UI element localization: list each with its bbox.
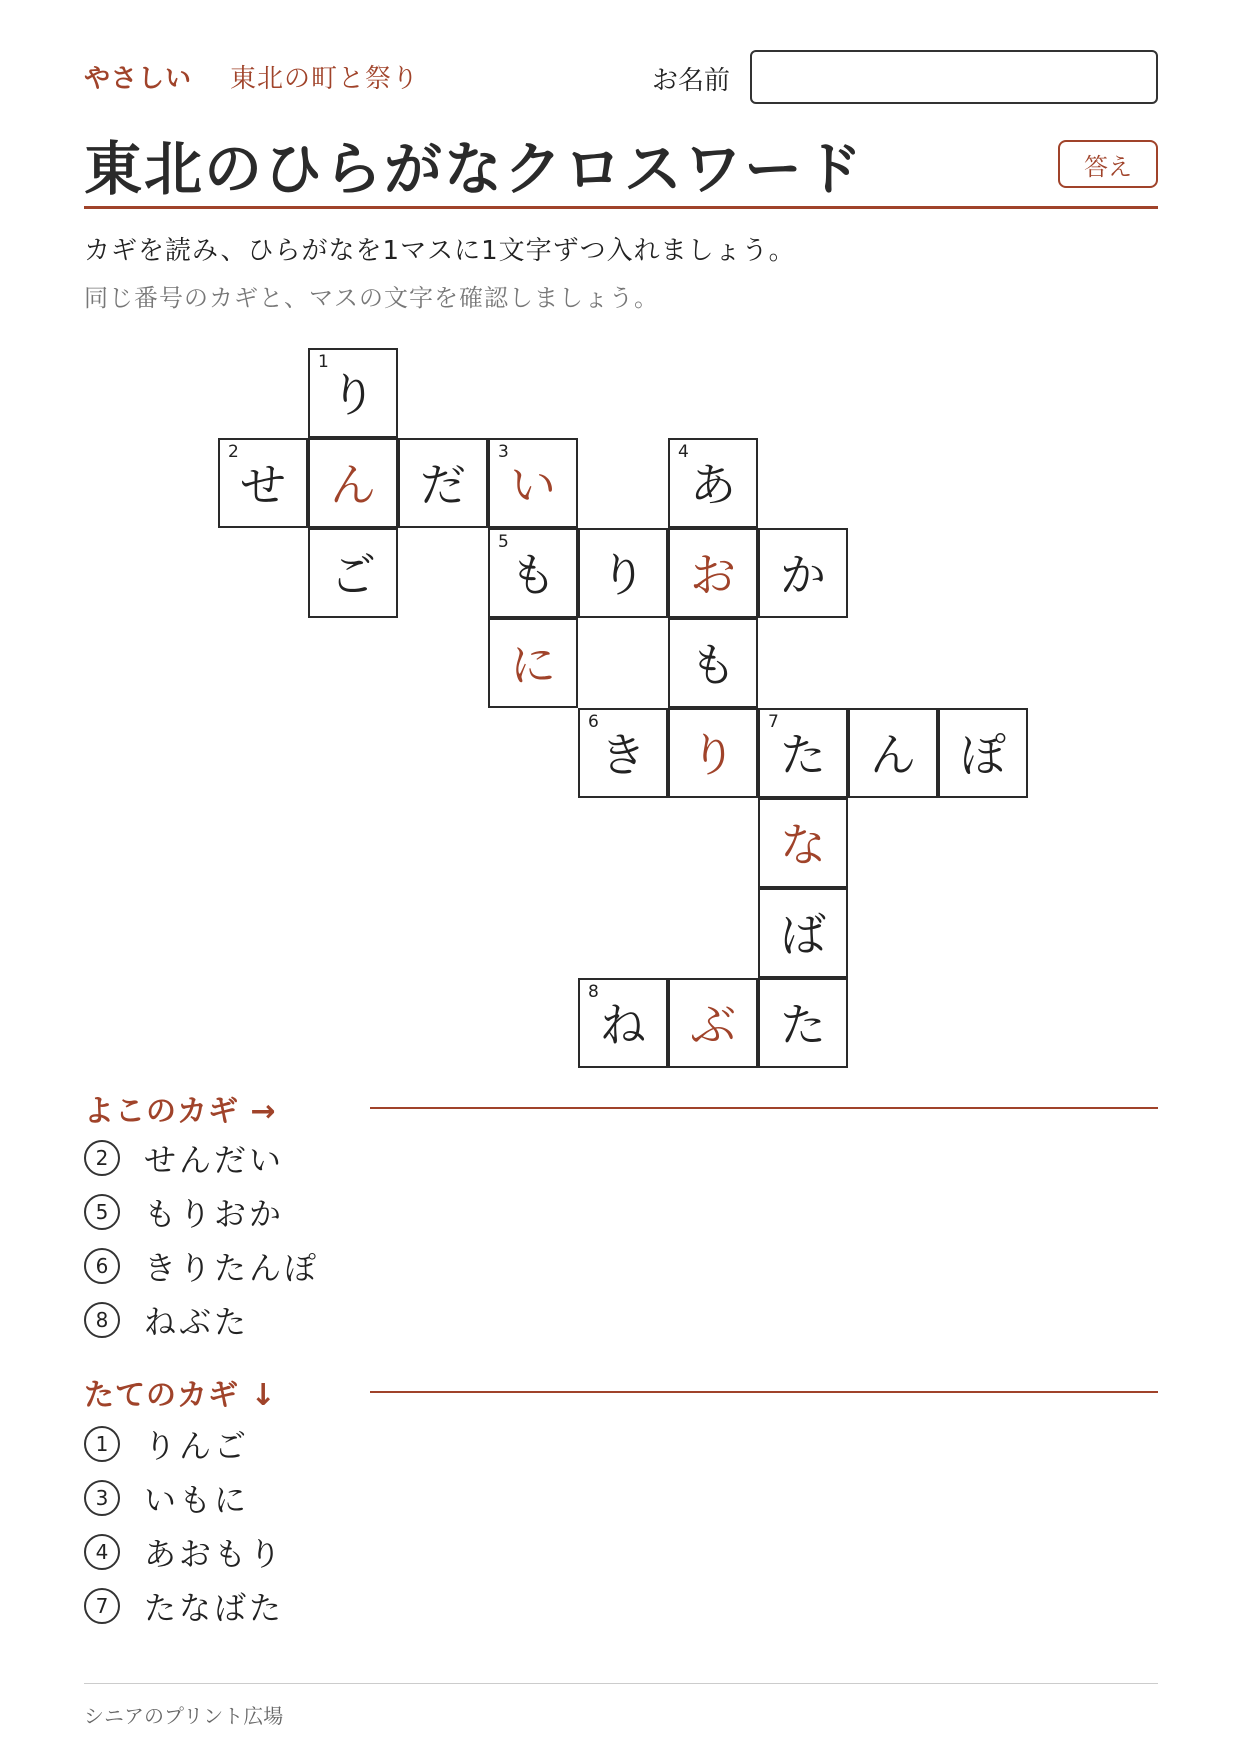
cell-number: 6 bbox=[588, 712, 599, 732]
grid-cell[interactable] bbox=[758, 978, 848, 1068]
cell-letter: き bbox=[600, 728, 646, 782]
cell-letter: も bbox=[510, 548, 556, 602]
clue-number-badge: 3 bbox=[84, 1480, 120, 1516]
clue-text: きりたんぽ bbox=[144, 1249, 320, 1287]
theme-label: 東北の町と祭り bbox=[230, 64, 420, 94]
cell-letter: ね bbox=[600, 998, 646, 1052]
grid-cell[interactable] bbox=[668, 618, 758, 708]
clue-number-badge: 4 bbox=[84, 1534, 120, 1570]
down-clues-divider bbox=[370, 1391, 1158, 1393]
cell-letter: な bbox=[780, 818, 826, 872]
clue-number-badge: 1 bbox=[84, 1426, 120, 1462]
cell-letter: あ bbox=[690, 458, 736, 512]
cell-letter: も bbox=[690, 638, 736, 692]
across-clues-divider bbox=[370, 1107, 1158, 1109]
cell-letter: ば bbox=[780, 908, 826, 962]
grid-cell[interactable] bbox=[848, 708, 938, 798]
clue-text: たなばた bbox=[144, 1589, 285, 1627]
clue-number-badge: 7 bbox=[84, 1588, 120, 1624]
across-clue-item bbox=[84, 1190, 284, 1234]
clue-number-badge: 8 bbox=[84, 1302, 120, 1338]
cell-number: 1 bbox=[318, 352, 329, 372]
page-title: 東北のひらがなクロスワード bbox=[84, 135, 865, 203]
name-label: お名前 bbox=[652, 66, 731, 96]
grid-cell[interactable] bbox=[758, 528, 848, 618]
footer-site-name: シニアのプリント広場 bbox=[84, 1704, 284, 1728]
clue-number-badge: 5 bbox=[84, 1194, 120, 1230]
clue-number-badge: 6 bbox=[84, 1248, 120, 1284]
clue-text: もりおか bbox=[144, 1195, 285, 1233]
clue-text: せんだい bbox=[144, 1141, 285, 1179]
cell-number: 5 bbox=[498, 532, 509, 552]
cell-number: 4 bbox=[678, 442, 689, 462]
grid-cell[interactable] bbox=[308, 438, 398, 528]
cell-letter: ぽ bbox=[960, 728, 1006, 782]
cell-letter: い bbox=[510, 458, 556, 512]
down-clue-item bbox=[84, 1584, 284, 1628]
footer-divider bbox=[84, 1683, 1158, 1684]
down-clue-item bbox=[84, 1530, 284, 1574]
clue-number-badge: 2 bbox=[84, 1140, 120, 1176]
answer-button[interactable]: 答え bbox=[1058, 140, 1158, 188]
grid-cell[interactable] bbox=[668, 438, 758, 528]
grid-cell[interactable] bbox=[488, 528, 578, 618]
grid-cell[interactable] bbox=[218, 438, 308, 528]
cell-number: 7 bbox=[768, 712, 779, 732]
clue-text: りんご bbox=[144, 1427, 250, 1465]
across-clue-item bbox=[84, 1298, 249, 1342]
cell-letter: ん bbox=[870, 728, 916, 782]
cell-number: 3 bbox=[498, 442, 509, 462]
cell-letter: せ bbox=[240, 458, 286, 512]
across-clue-item bbox=[84, 1244, 319, 1288]
grid-cell[interactable] bbox=[488, 438, 578, 528]
grid-cell[interactable] bbox=[308, 528, 398, 618]
grid-cell[interactable] bbox=[578, 708, 668, 798]
cell-letter: り bbox=[330, 368, 376, 422]
cell-number: 2 bbox=[228, 442, 239, 462]
grid-cell[interactable] bbox=[308, 348, 398, 438]
clue-text: あおもり bbox=[144, 1535, 285, 1573]
instruction-subtext: 同じ番号のカギと、マスの文字を確認しましょう。 bbox=[84, 284, 659, 312]
down-clues-heading: たてのカギ ↓ bbox=[84, 1378, 277, 1413]
cell-letter: り bbox=[690, 728, 736, 782]
grid-cell[interactable] bbox=[488, 618, 578, 708]
grid-cell[interactable] bbox=[668, 978, 758, 1068]
difficulty-label: やさしい bbox=[84, 64, 193, 94]
cell-letter: か bbox=[780, 548, 826, 602]
across-clue-item bbox=[84, 1136, 284, 1180]
clue-text: いもに bbox=[144, 1481, 250, 1519]
grid-cell[interactable] bbox=[668, 528, 758, 618]
cell-number: 8 bbox=[588, 982, 599, 1002]
grid-cell[interactable] bbox=[758, 708, 848, 798]
cell-letter: だ bbox=[420, 458, 466, 512]
cell-letter: ん bbox=[330, 458, 376, 512]
grid-cell[interactable] bbox=[938, 708, 1028, 798]
cell-letter: に bbox=[510, 638, 556, 692]
cell-letter: た bbox=[780, 998, 826, 1052]
grid-cell[interactable] bbox=[758, 888, 848, 978]
grid-cell[interactable] bbox=[578, 978, 668, 1068]
down-clue-item bbox=[84, 1422, 249, 1466]
grid-cell[interactable] bbox=[578, 528, 668, 618]
cell-letter: お bbox=[690, 548, 736, 602]
across-clues-heading: よこのカギ → bbox=[84, 1094, 277, 1129]
cell-letter: た bbox=[780, 728, 826, 782]
instruction-text: カギを読み、ひらがなを1マスに1文字ずつ入れましょう。 bbox=[84, 236, 796, 266]
grid-cell[interactable] bbox=[398, 438, 488, 528]
cell-letter: ぶ bbox=[690, 998, 736, 1052]
grid-cell[interactable] bbox=[668, 708, 758, 798]
cell-letter: ご bbox=[330, 548, 376, 602]
down-clue-item bbox=[84, 1476, 249, 1520]
grid-cell[interactable] bbox=[758, 798, 848, 888]
cell-letter: り bbox=[600, 548, 646, 602]
clue-text: ねぶた bbox=[144, 1303, 250, 1341]
